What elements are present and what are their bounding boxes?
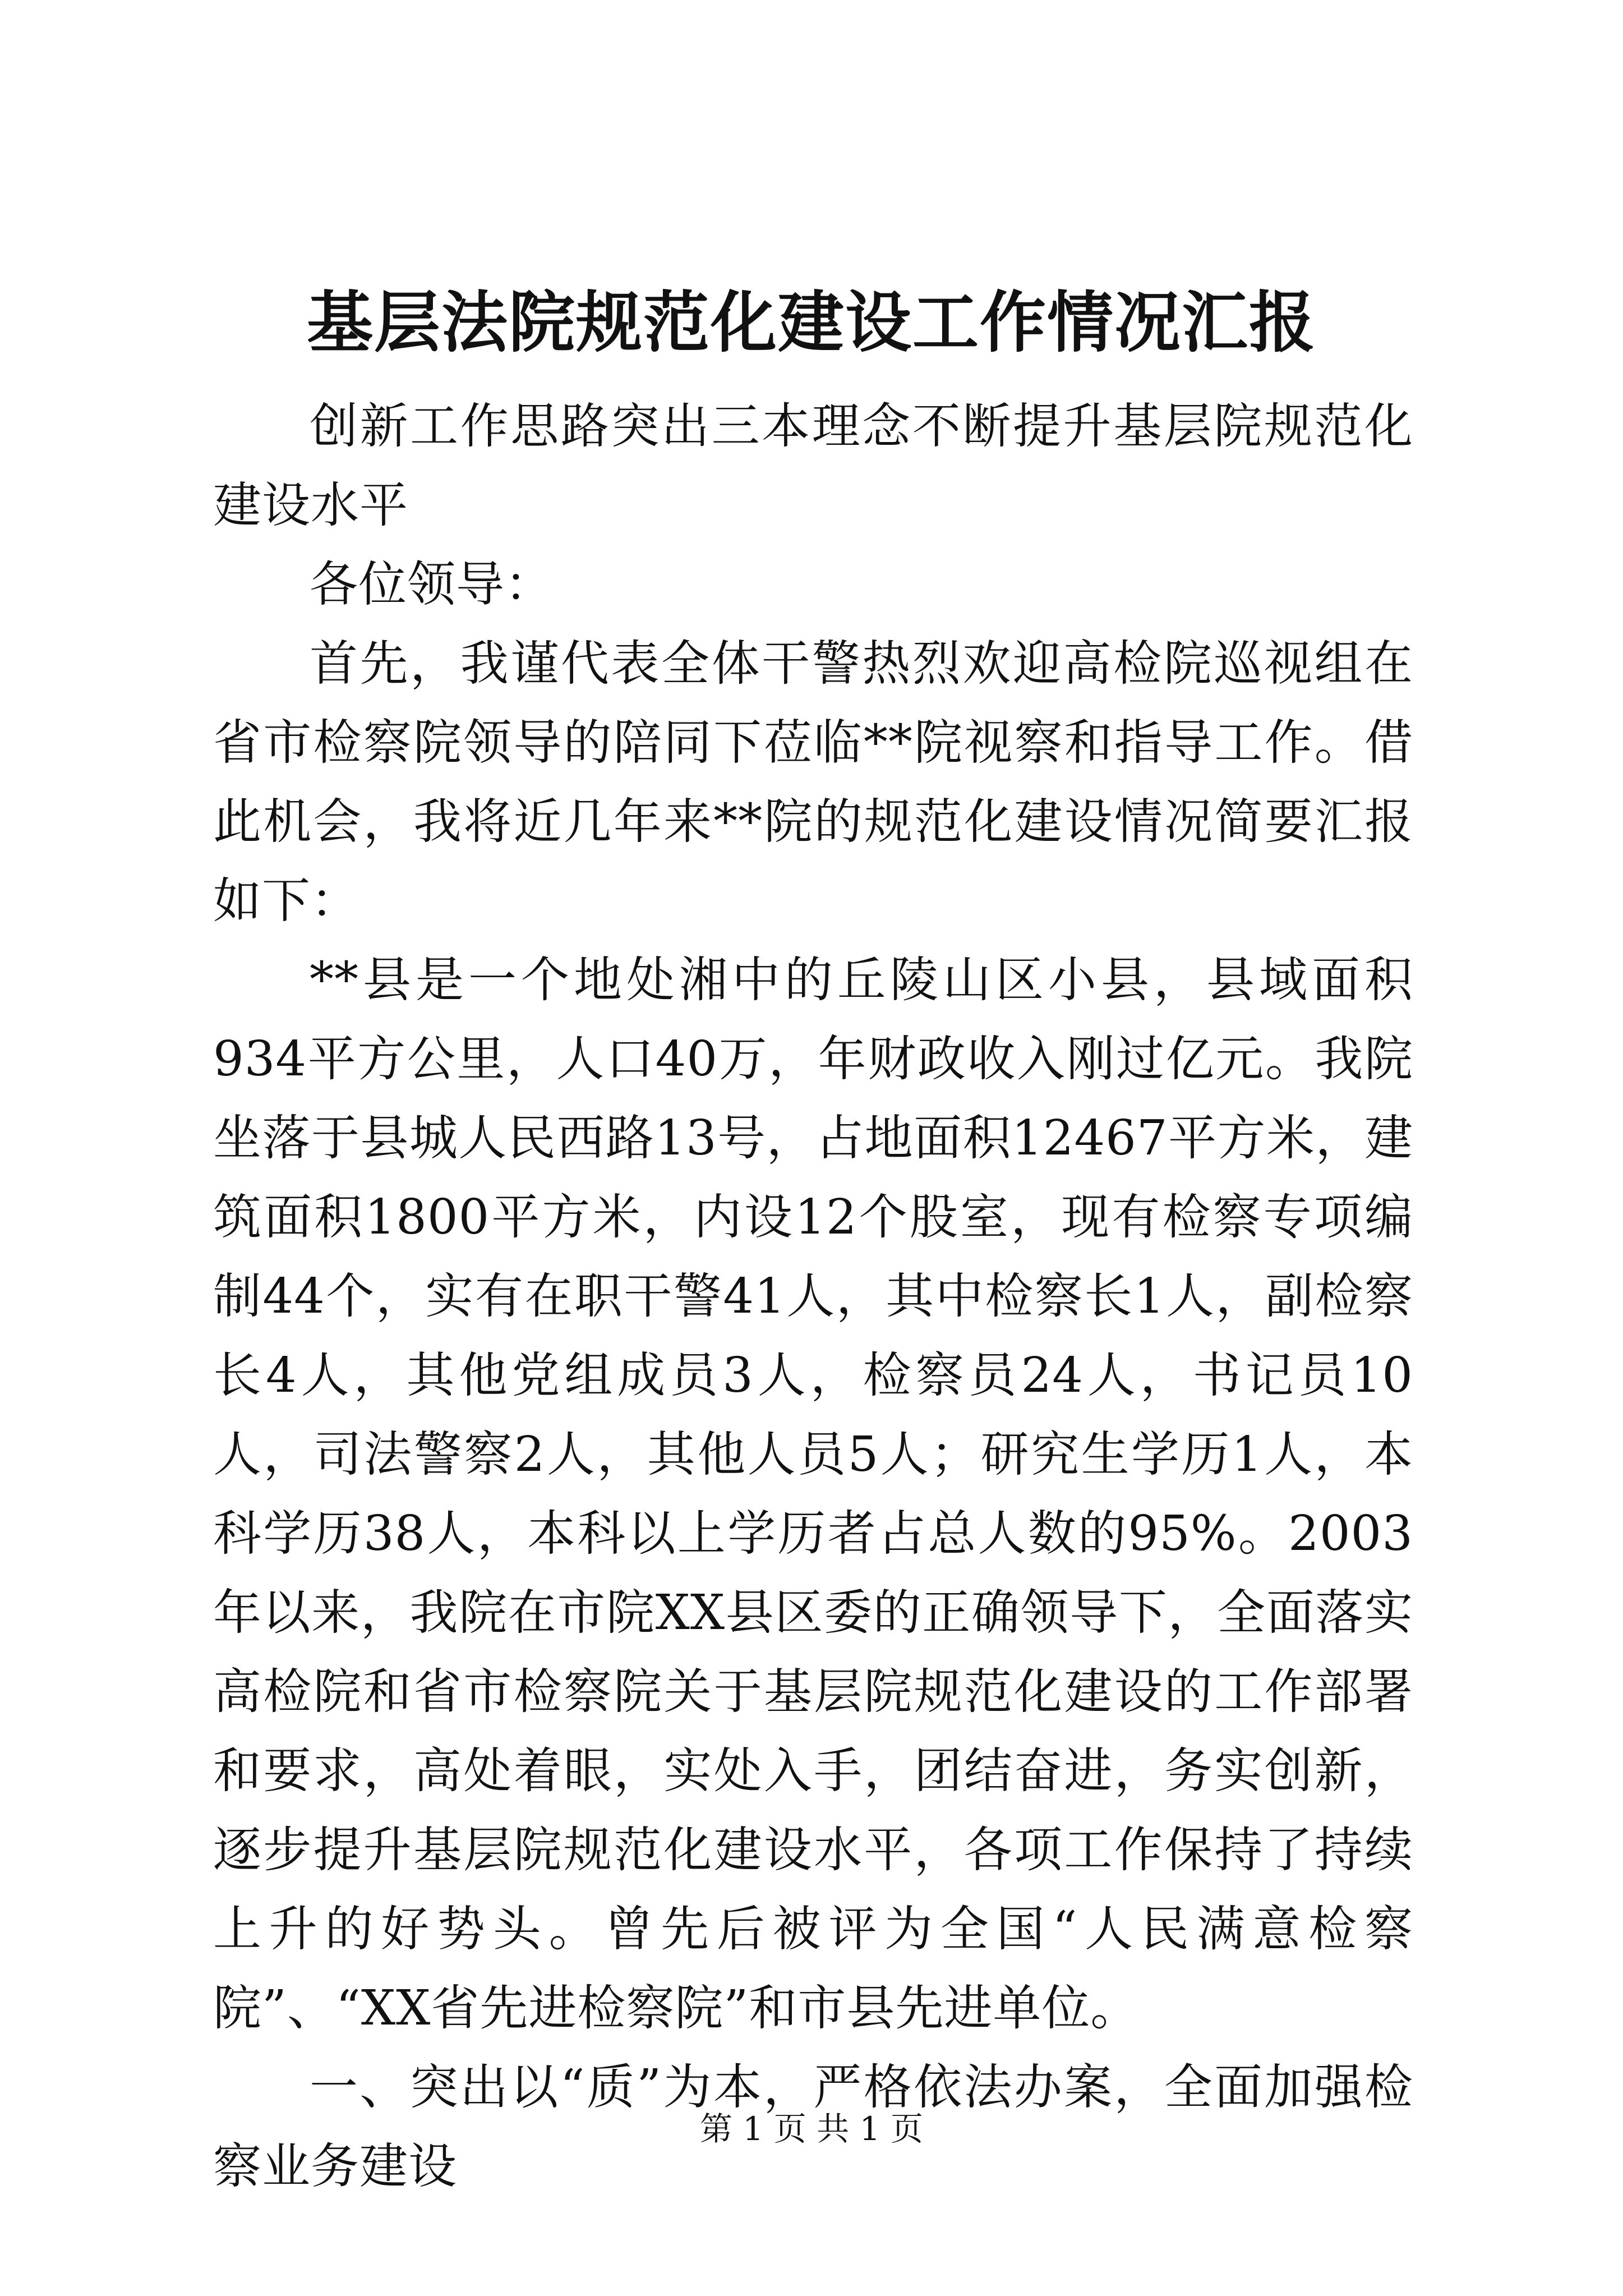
- document-body: [213, 387, 1413, 2206]
- page-footer: [0, 2109, 1623, 2148]
- subtitle-paragraph: 创新工作思路突出三本理念不断提升基层院规范化建设水平: [213, 398, 1413, 533]
- document-title: 基层法院规范化建设工作情况汇报: [306, 283, 1316, 361]
- intro-paragraph: 首先，我谨代表全体干警热烈欢迎高检院巡视组在省市检察院领导的陪同下莅临**院视察和指导工作。借此机会，我将近几年来**院的规范化建设情况简要汇报如下：: [213, 636, 1413, 929]
- footer-spacer: [806, 2110, 817, 2148]
- salutation-paragraph: 各位领导：: [310, 556, 554, 613]
- page-number-label: 第 1 页: [700, 2110, 806, 2148]
- overview-paragraph: **县是一个地处湘中的丘陵山区小县，县域面积934平方公里，人口40万，年财政收入刚过亿元。我院坐落于县城人民西路13号，占地面积12467平方米，建筑面积1800平方米，内设12个股室，现有检察专项编制44个，实有在职干警41人，其中检察长1人，副检察长4人，其他党组成员3人，检察员24人，书记员10人，司法警察2人，其他人员5人；研究生学历1人，本科学历38人，本科以上学历者占总人数的95%。2003年以来，我院在市院XX县区委的正确领导下，全面落实高检院和省市检察院关于基层院规范化建设的工作部署和要求，高处着眼，实处入手，团结奋进，务实创新，逐步提升基层院规范化建设水平，各项工作保持了持续上升的好势头。曾先后被评为全国“人民满意检察院”、“XX省先进检察院”和市县先进单位。: [213, 952, 1413, 2036]
- section-heading-paragraph: 一、突出以“质”为本，严格依法办案，全面加强检察业务建设: [213, 2059, 1413, 2194]
- page-total-label: 共 1 页: [817, 2110, 923, 2148]
